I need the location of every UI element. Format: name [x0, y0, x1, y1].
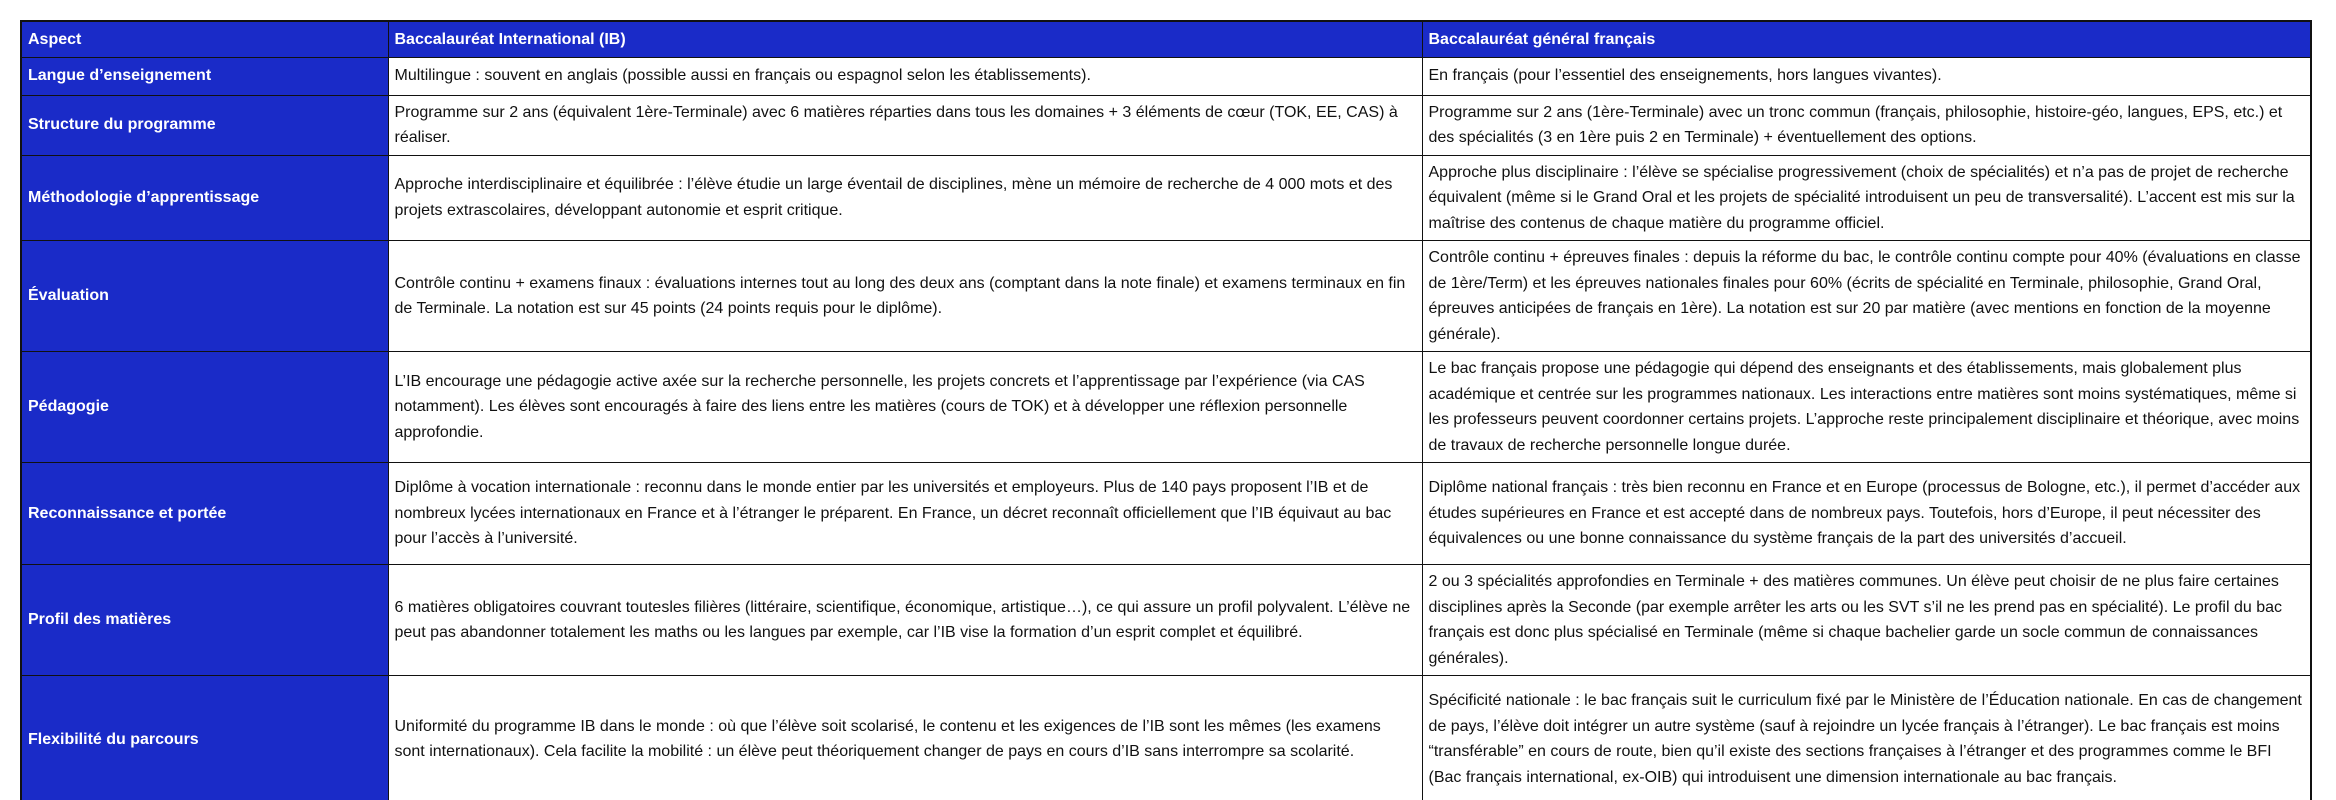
ib-cell: 6 matières obligatoires couvrant toutesles filières (littéraire, scientifique, économique, artistique…), ce qui assure un profil polyvalent. L’élève ne peut pas abandonner totalement les maths ou les langues par exemple, car l’IB vise la formation d’un esprit complet et équilibré. [388, 565, 1422, 676]
table-row [21, 676, 2311, 800]
fr-cell: En français (pour l’essentiel des enseignements, hors langues vivantes). [1422, 57, 2311, 95]
table-row [21, 155, 2311, 241]
column-header-fr: Baccalauréat général français [1422, 21, 2311, 57]
aspect-cell: Méthodologie d’apprentissage [21, 155, 388, 241]
aspect-cell: Flexibilité du parcours [21, 676, 388, 800]
ib-cell: Multilingue : souvent en anglais (possible aussi en français ou espagnol selon les établissements). [388, 57, 1422, 95]
fr-cell: Diplôme national français : très bien reconnu en France et en Europe (processus de Bologne, etc.), il permet d’accéder aux études supérieures en France et est accepté dans de nombreux pays. Toutefois, hors d’Europe, il peut nécessiter des équivalences ou une bonne connaissance du système français de la part des universités d’accueil. [1422, 463, 2311, 565]
fr-cell: Approche plus disciplinaire : l’élève se spécialise progressivement (choix de spécialités) et n’a pas de projet de recherche équivalent (même si le Grand Oral et les projets de spécialité introduisent un peu de transversalité). L’accent est mis sur la maîtrise des contenus de chaque matière du programme officiel. [1422, 155, 2311, 241]
aspect-cell: Langue d’enseignement [21, 57, 388, 95]
table-row [21, 463, 2311, 565]
table-row [21, 565, 2311, 676]
aspect-cell: Structure du programme [21, 95, 388, 155]
column-header-aspect: Aspect [21, 21, 388, 57]
table-row [21, 57, 2311, 95]
fr-cell: Contrôle continu + épreuves finales : depuis la réforme du bac, le contrôle continu compte pour 40% (évaluations en classe de 1ère/Term) et les épreuves nationales finales pour 60% (écrits de spécialité en Terminale, philosophie, Grand Oral, épreuves anticipées de français en 1ère). La notation est sur 20 par matière (avec mentions en fonction de la moyenne générale). [1422, 241, 2311, 352]
column-header-ib: Baccalauréat International (IB) [388, 21, 1422, 57]
ib-cell: L’IB encourage une pédagogie active axée sur la recherche personnelle, les projets concrets et l’apprentissage par l’expérience (via CAS notamment). Les élèves sont encouragés à faire des liens entre les matières (cours de TOK) et à développer une réflexion personnelle approfondie. [388, 352, 1422, 463]
aspect-cell: Profil des matières [21, 565, 388, 676]
table-row [21, 241, 2311, 352]
header-row [21, 21, 2311, 57]
ib-cell: Approche interdisciplinaire et équilibrée : l’élève étudie un large éventail de disciplines, mène un mémoire de recherche de 4 000 mots et des projets extrascolaires, développant autonomie et esprit critique. [388, 155, 1422, 241]
ib-cell: Uniformité du programme IB dans le monde : où que l’élève soit scolarisé, le contenu et les exigences de l’IB sont les mêmes (les examens sont internationaux). Cela facilite la mobilité : un élève peut théoriquement changer de pays en cours d’IB sans interrompre sa scolarité. [388, 676, 1422, 800]
fr-cell: Programme sur 2 ans (1ère-Terminale) avec un tronc commun (français, philosophie, histoire-géo, langues, EPS, etc.) et des spécialités (3 en 1ère puis 2 en Terminale) + éventuellement des options. [1422, 95, 2311, 155]
comparison-table [20, 20, 2312, 800]
fr-cell: 2 ou 3 spécialités approfondies en Terminale + des matières communes. Un élève peut choisir de ne plus faire certaines disciplines après la Seconde (par exemple arrêter les arts ou les SVT s’il ne les prend pas en spécialité). Le profil du bac français est donc plus spécialisé en Terminale (même si chaque bachelier garde un socle commun de connaissances générales). [1422, 565, 2311, 676]
ib-cell: Diplôme à vocation internationale : reconnu dans le monde entier par les universités et employeurs. Plus de 140 pays proposent l’IB et de nombreux lycées internationaux en France et à l’étranger le préparent. En France, un décret reconnaît officiellement que l’IB équivaut au bac pour l’accès à l’université. [388, 463, 1422, 565]
aspect-cell: Pédagogie [21, 352, 388, 463]
fr-cell: Spécificité nationale : le bac français suit le curriculum fixé par le Ministère de l’Éducation nationale. En cas de changement de pays, l’élève doit intégrer un autre système (sauf à rejoindre un lycée français à l’étranger). Le bac français est moins “transférable” en cours de route, bien qu’il existe des sections françaises à l’étranger et des programmes comme le BFI (Bac français international, ex-OIB) qui introduisent une dimension internationale au bac français. [1422, 676, 2311, 800]
aspect-cell: Évaluation [21, 241, 388, 352]
ib-cell: Contrôle continu + examens finaux : évaluations internes tout au long des deux ans (comptant dans la note finale) et examens terminaux en fin de Terminale. La notation est sur 45 points (24 points requis pour le diplôme). [388, 241, 1422, 352]
table-row [21, 352, 2311, 463]
ib-cell: Programme sur 2 ans (équivalent 1ère-Terminale) avec 6 matières réparties dans tous les domaines + 3 éléments de cœur (TOK, EE, CAS) à réaliser. [388, 95, 1422, 155]
fr-cell: Le bac français propose une pédagogie qui dépend des enseignants et des établissements, mais globalement plus académique et centrée sur les programmes nationaux. Les interactions entre matières sont moins systématiques, même si les professeurs peuvent coordonner certains projets. L’approche reste principalement disciplinaire et théorique, avec moins de travaux de recherche personnelle longue durée. [1422, 352, 2311, 463]
table-row [21, 95, 2311, 155]
aspect-cell: Reconnaissance et portée [21, 463, 388, 565]
